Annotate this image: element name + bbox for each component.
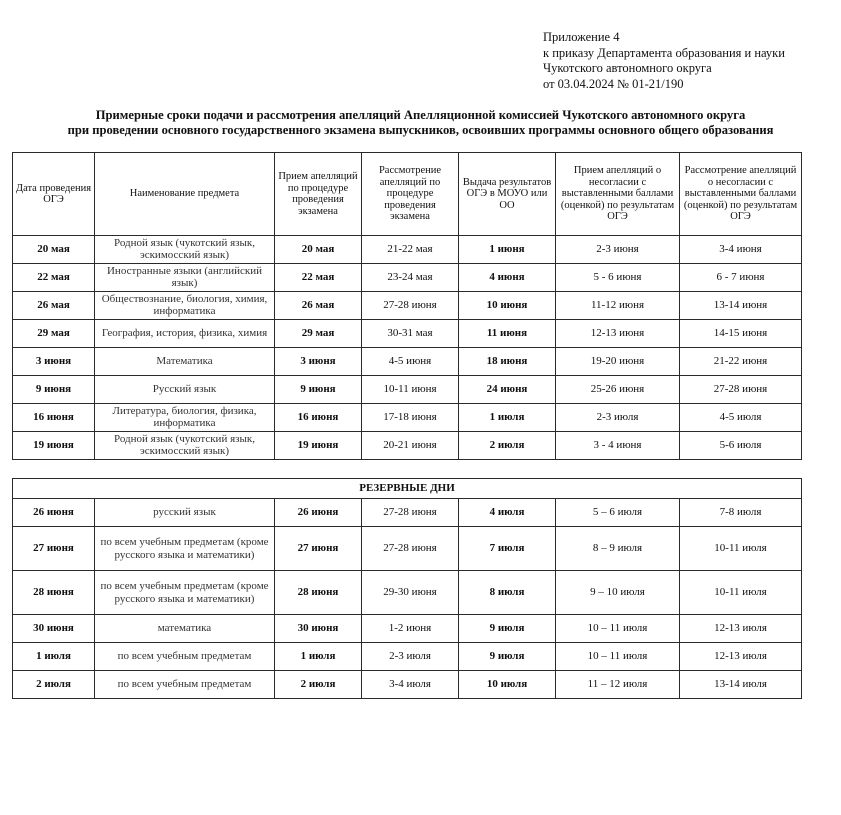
table-row — [13, 264, 802, 292]
cell-procedure-review: 21-22 мая — [362, 236, 459, 264]
cell-results: 10 июня — [459, 292, 556, 320]
cell-results: 11 июня — [459, 320, 556, 348]
cell-score-accept: 11-12 июня — [556, 292, 680, 320]
cell-score-accept: 10 – 11 июля — [556, 643, 680, 671]
cell-score-accept: 10 – 11 июля — [556, 615, 680, 643]
appendix-line: от 03.04.2024 № 01-21/190 — [543, 76, 684, 91]
appendix-line: к приказу Департамента образования и науки — [543, 45, 785, 60]
cell-score-accept: 9 – 10 июля — [556, 571, 680, 615]
appendix-line: Чукотского автономного округа — [543, 61, 712, 75]
cell-results: 24 июня — [459, 376, 556, 404]
cell-date: 1 июля — [13, 643, 95, 671]
cell-procedure-review: 27-28 июня — [362, 527, 459, 571]
cell-subject: География, история, физика, химия — [95, 320, 275, 348]
cell-subject: Математика — [95, 348, 275, 376]
table-row — [13, 320, 802, 348]
cell-procedure-accept: 2 июля — [275, 671, 362, 699]
cell-subject: по всем учебным предметам (кроме русского языка и математики) — [95, 571, 275, 615]
cell-subject: Иностранные языки (английский язык) — [95, 264, 275, 292]
table-row — [13, 671, 802, 699]
cell-date: 9 июня — [13, 376, 95, 404]
cell-score-accept: 2-3 июня — [556, 236, 680, 264]
cell-date: 2 июля — [13, 671, 95, 699]
cell-procedure-review: 4-5 июня — [362, 348, 459, 376]
cell-subject: по всем учебным предметам — [95, 643, 275, 671]
cell-subject: Литература, биология, физика, информатика — [95, 404, 275, 432]
cell-procedure-accept: 20 мая — [275, 236, 362, 264]
cell-procedure-review: 30-31 мая — [362, 320, 459, 348]
header-score-review: Рассмотрение апелляций о несогласии с выставленными баллами (оценкой) по результатам ОГЭ — [680, 153, 802, 236]
cell-date: 20 мая — [13, 236, 95, 264]
cell-score-accept: 5 – 6 июля — [556, 499, 680, 527]
cell-results: 8 июля — [459, 571, 556, 615]
cell-date: 19 июня — [13, 432, 95, 460]
table-row — [13, 348, 802, 376]
cell-date: 22 мая — [13, 264, 95, 292]
table-row — [13, 643, 802, 671]
cell-date: 16 июня — [13, 404, 95, 432]
cell-score-accept: 3 - 4 июня — [556, 432, 680, 460]
main-schedule-table — [12, 152, 802, 460]
cell-score-accept: 2-3 июля — [556, 404, 680, 432]
cell-score-accept: 5 - 6 июня — [556, 264, 680, 292]
cell-procedure-review: 23-24 мая — [362, 264, 459, 292]
appendix-line: Приложение 4 — [543, 30, 620, 44]
cell-results: 9 июля — [459, 615, 556, 643]
table-row — [13, 432, 802, 460]
cell-score-review: 3-4 июня — [680, 236, 802, 264]
cell-date: 26 июня — [13, 499, 95, 527]
appendix-header — [543, 30, 833, 92]
cell-procedure-review: 2-3 июля — [362, 643, 459, 671]
cell-subject: математика — [95, 615, 275, 643]
cell-score-review: 7-8 июля — [680, 499, 802, 527]
header-date: Дата проведения ОГЭ — [13, 153, 95, 236]
header-row — [13, 153, 802, 236]
cell-date: 28 июня — [13, 571, 95, 615]
cell-score-accept: 19-20 июня — [556, 348, 680, 376]
cell-score-review: 13-14 июля — [680, 671, 802, 699]
cell-score-accept: 25-26 июня — [556, 376, 680, 404]
cell-score-review: 21-22 июня — [680, 348, 802, 376]
cell-results: 18 июня — [459, 348, 556, 376]
cell-score-accept: 11 – 12 июля — [556, 671, 680, 699]
table-row — [13, 292, 802, 320]
cell-subject: по всем учебным предметам — [95, 671, 275, 699]
cell-score-accept: 8 – 9 июля — [556, 527, 680, 571]
cell-procedure-review: 29-30 июня — [362, 571, 459, 615]
cell-results: 4 июня — [459, 264, 556, 292]
cell-results: 1 июня — [459, 236, 556, 264]
cell-date: 3 июня — [13, 348, 95, 376]
cell-results: 4 июля — [459, 499, 556, 527]
cell-results: 1 июля — [459, 404, 556, 432]
table-row — [13, 236, 802, 264]
header-subject: Наименование предмета — [95, 153, 275, 236]
cell-score-review: 10-11 июля — [680, 527, 802, 571]
cell-procedure-accept: 19 июня — [275, 432, 362, 460]
cell-score-review: 6 - 7 июня — [680, 264, 802, 292]
document-title — [0, 108, 841, 138]
cell-procedure-accept: 9 июня — [275, 376, 362, 404]
cell-score-accept: 12-13 июня — [556, 320, 680, 348]
cell-procedure-review: 27-28 июня — [362, 292, 459, 320]
cell-date: 27 июня — [13, 527, 95, 571]
header-procedure-review: Рассмотрение апелляций по процедуре проведения экзамена — [362, 153, 459, 236]
cell-score-review: 12-13 июля — [680, 643, 802, 671]
header-score-accept: Прием апелляций о несогласии с выставленными баллами (оценкой) по результатам ОГЭ — [556, 153, 680, 236]
title-line: Примерные сроки подачи и рассмотрения апелляций Апелляционной комиссией Чукотского автономного округа — [95, 108, 746, 122]
cell-results: 2 июля — [459, 432, 556, 460]
title-line: при проведении основного государственного экзамена выпускников, освоивших программы основного общего образования — [67, 123, 774, 137]
cell-subject: Родной язык (чукотский язык, эскимосский язык) — [95, 236, 275, 264]
cell-subject: Родной язык (чукотский язык, эскимосский язык) — [95, 432, 275, 460]
cell-procedure-review: 20-21 июня — [362, 432, 459, 460]
cell-procedure-accept: 22 мая — [275, 264, 362, 292]
cell-date: 26 мая — [13, 292, 95, 320]
cell-procedure-accept: 26 мая — [275, 292, 362, 320]
cell-results: 10 июля — [459, 671, 556, 699]
table-row — [13, 376, 802, 404]
cell-score-review: 27-28 июня — [680, 376, 802, 404]
cell-procedure-review: 27-28 июня — [362, 499, 459, 527]
cell-procedure-review: 1-2 июня — [362, 615, 459, 643]
cell-procedure-review: 10-11 июня — [362, 376, 459, 404]
table-row — [13, 404, 802, 432]
header-procedure-accept: Прием апелляций по процедуре проведения экзамена — [275, 153, 362, 236]
cell-procedure-accept: 28 июня — [275, 571, 362, 615]
cell-score-review: 13-14 июня — [680, 292, 802, 320]
cell-score-review: 14-15 июня — [680, 320, 802, 348]
cell-procedure-accept: 29 мая — [275, 320, 362, 348]
cell-procedure-accept: 16 июня — [275, 404, 362, 432]
reserve-caption-row — [13, 479, 802, 499]
reserve-days-table — [12, 478, 802, 699]
reserve-caption: РЕЗЕРВНЫЕ ДНИ — [13, 479, 802, 499]
cell-procedure-accept: 27 июня — [275, 527, 362, 571]
cell-procedure-accept: 30 июня — [275, 615, 362, 643]
cell-score-review: 4-5 июля — [680, 404, 802, 432]
cell-procedure-accept: 26 июня — [275, 499, 362, 527]
cell-procedure-review: 3-4 июля — [362, 671, 459, 699]
cell-subject: по всем учебным предметам (кроме русского языка и математики) — [95, 527, 275, 571]
cell-procedure-review: 17-18 июня — [362, 404, 459, 432]
cell-results: 9 июля — [459, 643, 556, 671]
table-row — [13, 499, 802, 527]
cell-procedure-accept: 3 июня — [275, 348, 362, 376]
cell-date: 30 июня — [13, 615, 95, 643]
cell-subject: Русский язык — [95, 376, 275, 404]
cell-score-review: 12-13 июля — [680, 615, 802, 643]
cell-results: 7 июля — [459, 527, 556, 571]
cell-date: 29 мая — [13, 320, 95, 348]
cell-subject: русский язык — [95, 499, 275, 527]
cell-score-review: 10-11 июля — [680, 571, 802, 615]
cell-subject: Обществознание, биология, химия, информатика — [95, 292, 275, 320]
cell-procedure-accept: 1 июля — [275, 643, 362, 671]
table-row — [13, 615, 802, 643]
cell-score-review: 5-6 июля — [680, 432, 802, 460]
table-row — [13, 571, 802, 615]
header-results: Выдача результатов ОГЭ в МОУО или ОО — [459, 153, 556, 236]
table-row — [13, 527, 802, 571]
